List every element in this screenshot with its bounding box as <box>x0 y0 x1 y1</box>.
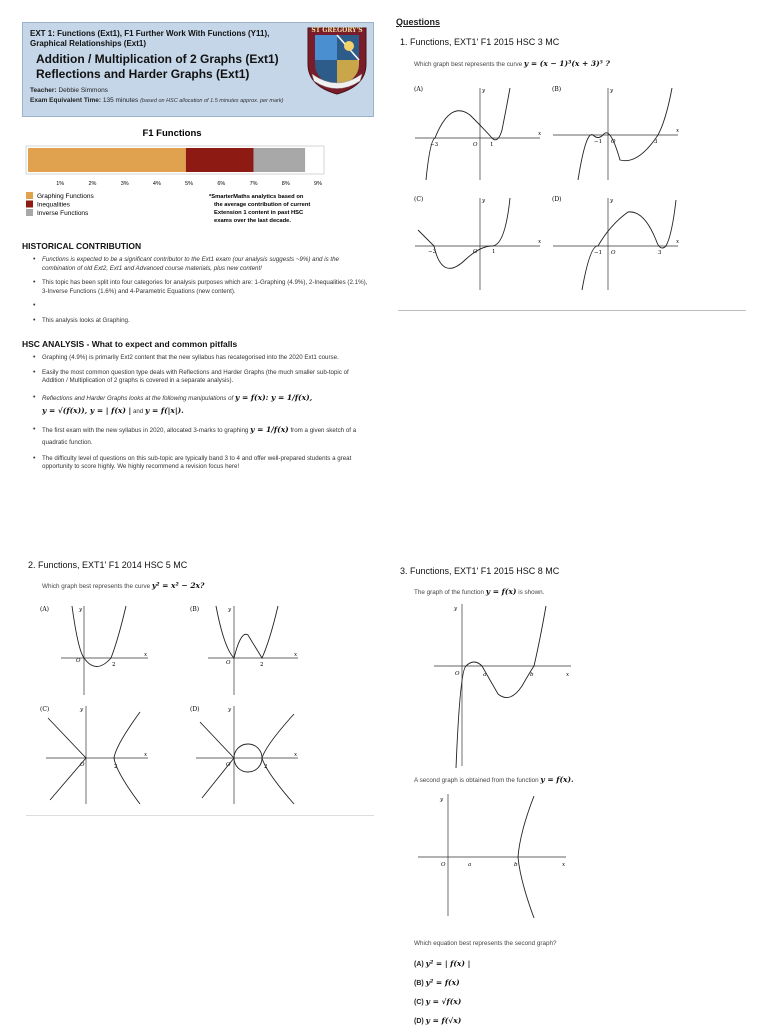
q1-text: Which graph best represents the curve y = (x − 1)³(x + 3)⁵ ? <box>414 59 610 68</box>
svg-text:x: x <box>538 131 542 137</box>
svg-text:2: 2 <box>264 764 268 770</box>
analysis-math-4: y = 1/f(x) <box>250 424 289 434</box>
analysis-math-1: y = f(x): y = 1/f(x), <box>234 392 313 402</box>
tick-label: 5% <box>185 181 194 187</box>
time-value: 135 minutes <box>102 97 139 104</box>
chart-note-3: Extension 1 content in past HSC <box>214 210 304 216</box>
svg-text:y: y <box>482 88 486 94</box>
svg-text:O: O <box>226 762 231 768</box>
tick-label: 8% <box>281 181 290 187</box>
q3-text-1: The graph of the function y = f(x) is shown. <box>414 587 545 596</box>
q2-graph-b <box>186 600 326 700</box>
legend-swatch <box>26 201 33 208</box>
legend-swatch <box>26 209 33 216</box>
svg-text:b: b <box>530 672 534 678</box>
bar-graphing-functions <box>28 148 186 172</box>
svg-text:1: 1 <box>490 142 494 148</box>
q1-label-d: (D) <box>552 196 562 203</box>
legend-label: Graphing Functions <box>37 193 94 200</box>
analysis-heading: HSC ANALYSIS - What to expect and common pitfalls <box>22 339 238 349</box>
header-line2: Graphical Relationships (Ext1) <box>30 39 147 48</box>
time-label: Exam Equivalent Time: <box>30 97 102 104</box>
svg-text:x: x <box>294 652 298 658</box>
q1-label-c: (C) <box>414 196 424 203</box>
tick-label: 3% <box>120 181 129 187</box>
q1-label-a: (A) <box>414 86 424 93</box>
legend-label: Inequalities <box>37 201 70 209</box>
svg-text:y: y <box>228 707 232 713</box>
q3-title: 3. Functions, EXT1' F1 2015 HSC 8 MC <box>400 566 560 576</box>
svg-text:O: O <box>455 671 460 677</box>
svg-text:−1: −1 <box>594 250 603 256</box>
q2-math: y² = x² − 2x? <box>151 581 205 590</box>
chart-title: F1 Functions <box>142 128 202 139</box>
teacher-label: Teacher: <box>30 87 57 94</box>
svg-text:O: O <box>76 658 81 664</box>
svg-text:y: y <box>454 606 458 612</box>
crest-text: ST GREGORY'S <box>311 27 363 34</box>
header-line1: EXT 1: Functions (Ext1), F1 Further Work With Functions (Y11), <box>30 29 270 38</box>
chart-ticks <box>56 181 322 187</box>
q1-graph-d <box>548 190 688 295</box>
analysis-bullet-4: • The first exam with the new syllabus in 2020, allocated 3-marks to graphing y = 1/f(x) from a given sketch of a quadratic function. <box>42 424 371 449</box>
historical-bullet-1: • Functions is expected to be a significant contributor to the Ext1 exam (our analysis suggests ~9%) and is the combination of old Ext2, Ext1 and Advanced course materials, plus new content! <box>42 256 371 273</box>
svg-text:x: x <box>562 862 566 868</box>
svg-text:x: x <box>294 752 298 758</box>
svg-text:y: y <box>610 198 614 204</box>
svg-text:−1: −1 <box>594 139 603 145</box>
svg-text:y: y <box>80 707 84 713</box>
svg-text:x: x <box>676 128 680 134</box>
tick-label: 1% <box>56 181 65 187</box>
q1-graph-c <box>410 190 550 295</box>
historical-bullet-4: • This analysis looks at Graphing. <box>42 317 371 326</box>
historical-bullet-3 <box>42 302 371 311</box>
svg-text:1: 1 <box>492 249 496 255</box>
svg-text:a: a <box>483 672 487 678</box>
q2-label-d: (D) <box>190 706 200 713</box>
q2-title: 2. Functions, EXT1' F1 2014 HSC 5 MC <box>28 560 188 570</box>
school-crest-logo <box>306 26 368 96</box>
svg-text:y: y <box>440 797 444 803</box>
tick-label: 9% <box>314 181 322 187</box>
bar-inequalities <box>186 148 254 172</box>
q3-option-c[interactable]: (C) y = √f(x) <box>414 997 462 1006</box>
svg-text:a: a <box>468 862 472 868</box>
svg-text:O: O <box>611 250 616 256</box>
q2-graph-c <box>36 700 176 810</box>
tick-label: 2% <box>88 181 97 187</box>
analysis-math-3: y = f(|x|). <box>145 405 184 415</box>
q2-label-b: (B) <box>190 606 200 613</box>
analysis-list <box>26 354 371 478</box>
analysis-math-2: y = √(f(x)), y = | f(x) | <box>42 405 132 415</box>
time-note: (based on HSC allocation of 1.5 minutes approx. per mark) <box>140 98 284 104</box>
q2-graph-a <box>36 600 176 700</box>
historical-bullet-2: • This topic has been split into four categories for analysis purposes which are: 1-Graphing (4.9%), 2-Inequalities (2.1%), 3-Inverse Functions (1.6%) and 4-Parametric Equations (new content). <box>42 279 371 296</box>
q3-text-3: Which equation best represents the second graph? <box>414 940 557 947</box>
svg-text:2: 2 <box>112 662 116 668</box>
svg-text:y: y <box>79 607 83 613</box>
svg-text:−3: −3 <box>428 249 437 255</box>
teacher-name: Debbie Simmons <box>58 87 108 94</box>
svg-text:y: y <box>482 198 486 204</box>
time-line <box>30 96 283 106</box>
q3-option-a[interactable]: (A) y² = | f(x) | <box>414 959 471 968</box>
header-title1: Addition / Multiplication of 2 Graphs (Ext1) <box>36 52 279 66</box>
q1-math: y = (x − 1)³(x + 3)⁵ ? <box>523 59 610 68</box>
q3-text-2: A second graph is obtained from the function y = f(x). <box>414 775 574 784</box>
analysis-bullet-5: • The difficulty level of questions on this sub-topic are typically band 3 to 4 and offer well-prepared students a great opportunity to score highly. We highly recommend a revision focus here! <box>42 455 371 472</box>
teacher-line <box>30 86 108 95</box>
svg-text:x: x <box>144 652 148 658</box>
f1-functions-chart <box>22 120 372 235</box>
q3-math-2: y = f(x). <box>540 775 574 784</box>
legend-label: Inverse Functions <box>37 210 89 217</box>
q1-divider <box>398 310 746 311</box>
q2-graph-d <box>186 700 326 810</box>
q3-option-d[interactable]: (D) y = f(√x) <box>414 1016 462 1025</box>
svg-text:O: O <box>80 762 85 768</box>
tick-label: 6% <box>217 181 226 187</box>
analysis-bullet-1: • Graphing (4.9%) is primarily Ext2 content that the new syllabus has recategorised into the 2020 Ext1 course. <box>42 354 371 363</box>
q3-graph-second <box>416 790 576 920</box>
svg-text:x: x <box>538 239 542 245</box>
svg-text:O: O <box>226 660 231 666</box>
svg-text:x: x <box>566 672 570 678</box>
chart-note-1: *SmarterMaths analytics based on <box>209 194 304 200</box>
historical-list <box>26 256 371 331</box>
legend-swatch <box>26 192 33 199</box>
chart-bars <box>28 148 305 172</box>
svg-text:2: 2 <box>114 764 118 770</box>
q1-label-b: (B) <box>552 86 562 93</box>
svg-text:O: O <box>441 862 446 868</box>
svg-text:y: y <box>228 607 232 613</box>
tick-label: 7% <box>249 181 258 187</box>
tick-label: 4% <box>152 181 161 187</box>
q2-label-a: (A) <box>40 606 50 613</box>
header-title2: Reflections and Harder Graphs (Ext1) <box>36 67 250 81</box>
svg-text:O: O <box>473 249 478 255</box>
q1-graph-b <box>548 80 688 188</box>
svg-text:−3: −3 <box>430 142 439 148</box>
svg-text:x: x <box>676 239 680 245</box>
svg-text:O: O <box>611 139 616 145</box>
svg-text:3: 3 <box>658 250 662 256</box>
svg-text:x: x <box>144 752 148 758</box>
q3-option-b[interactable]: (B) y² = f(x) <box>414 978 460 987</box>
chart-note-4: exams over the last decade. <box>214 218 292 224</box>
analysis-bullet-3: • Reflections and Harder Graphs looks at the following manipulations of y = f(x): y = 1/f(x), y = √(f(x)), y = | f(x) | and y = f(|x|). <box>42 392 371 418</box>
analysis-bullet-2: • Easily the most common question type deals with Reflections and Harder Graphs (the much smaller sub-topic of Addition / Multiplication of 2 graphs is covered in a separate analysis). <box>42 369 371 386</box>
svg-text:b: b <box>514 862 518 868</box>
q1-title: 1. Functions, EXT1' F1 2015 HSC 3 MC <box>400 37 560 47</box>
q1-graph-a <box>410 80 550 188</box>
chart-note-2: the average contribution of current <box>214 202 311 208</box>
q3-math-1: y = f(x) <box>485 587 517 596</box>
historical-heading: HISTORICAL CONTRIBUTION <box>22 241 142 251</box>
svg-text:O: O <box>473 142 478 148</box>
q3-graph-original <box>426 600 576 770</box>
q3-options <box>414 955 470 1031</box>
bar-inverse-functions <box>254 148 306 172</box>
q2-label-c: (C) <box>40 706 50 713</box>
svg-text:2: 2 <box>260 662 264 668</box>
svg-text:y: y <box>610 88 614 94</box>
questions-heading: Questions <box>396 17 441 27</box>
q2-divider <box>26 815 374 816</box>
svg-text:3: 3 <box>654 139 658 145</box>
q2-text: Which graph best represents the curve y² = x² − 2x? <box>42 581 205 590</box>
